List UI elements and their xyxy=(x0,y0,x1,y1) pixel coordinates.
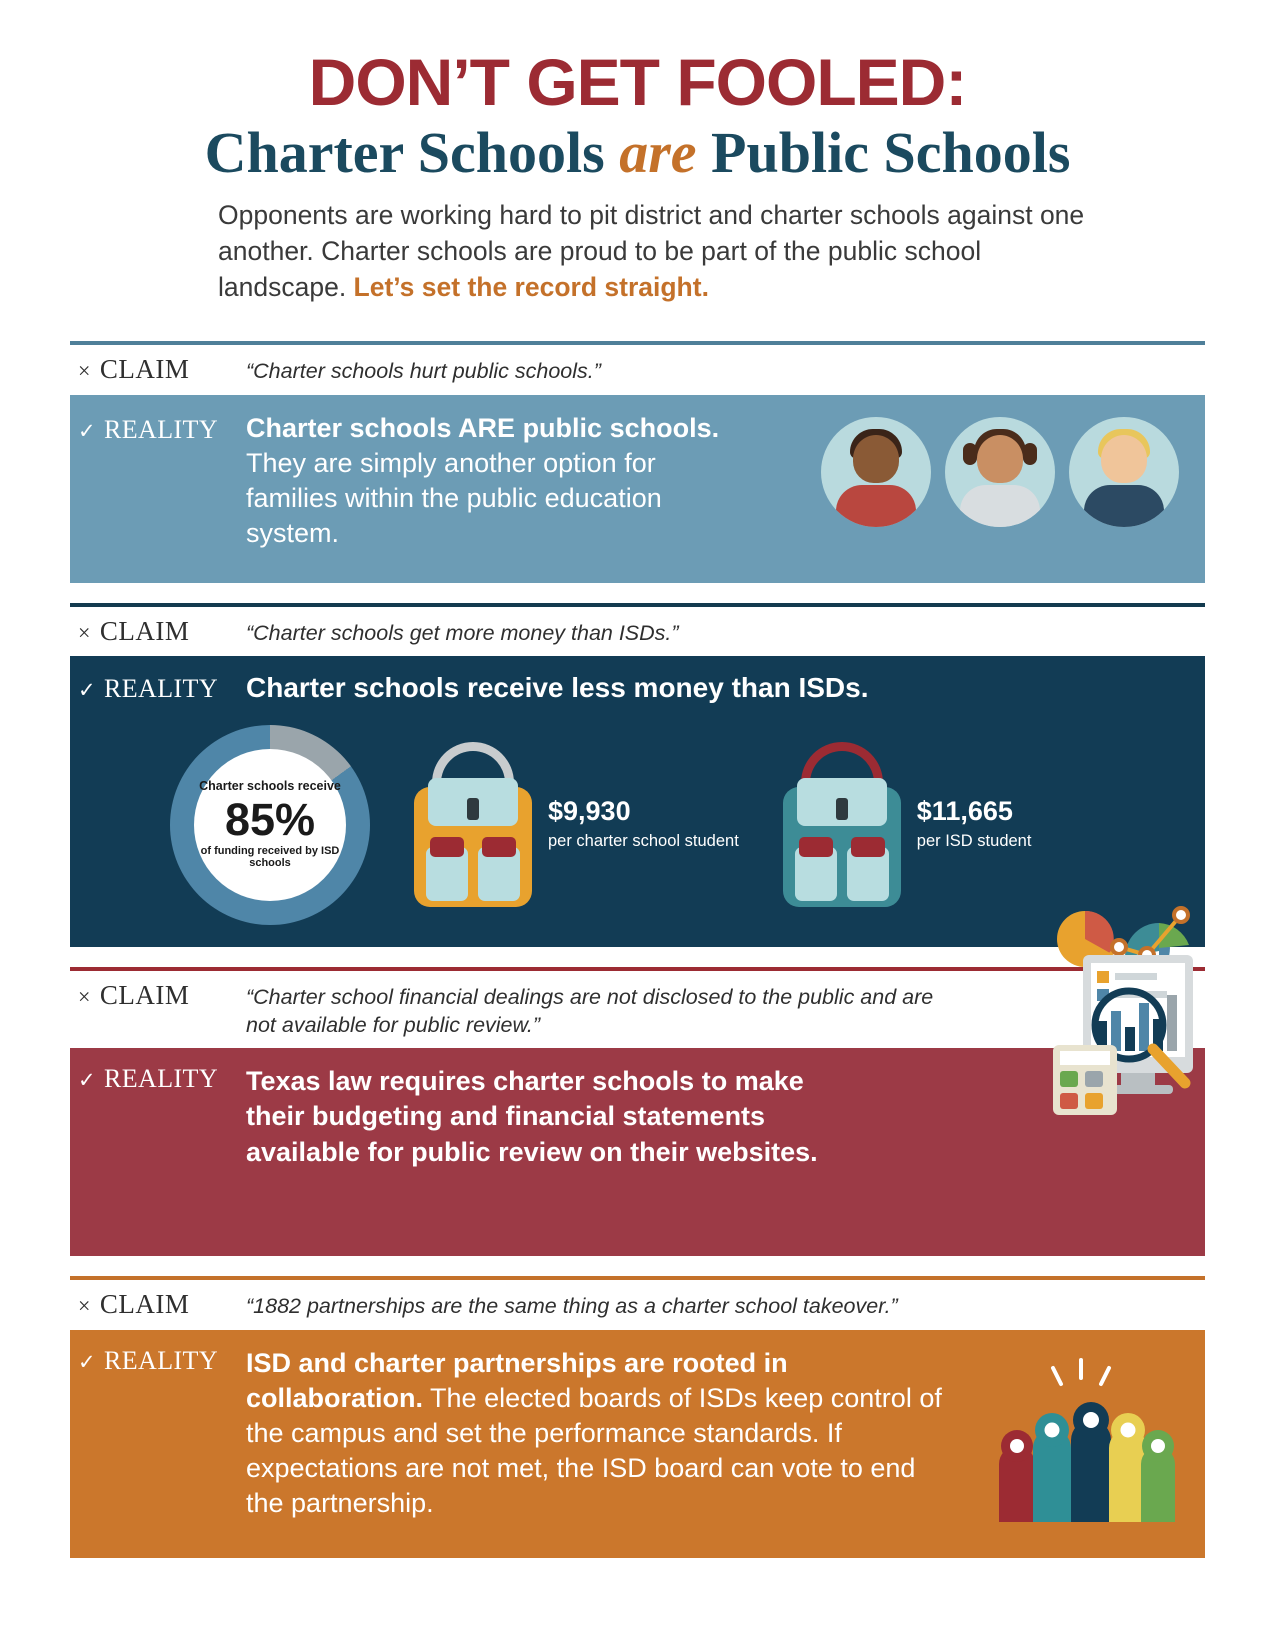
subtitle-part-1: Charter Schools xyxy=(204,120,620,186)
claim-text: “Charter school financial dealings are not disclosed to the public and are not available for public review.” xyxy=(246,984,934,1037)
backpack-icon xyxy=(783,742,901,907)
reality-label xyxy=(70,674,246,704)
reality-text-bold: Texas law requires charter schools to make their budgeting and financial statements available for public review on their websites. xyxy=(246,1066,818,1167)
body-shape xyxy=(1084,485,1164,527)
reality-text-bold: ISD and charter partnerships are rooted in collaboration. xyxy=(246,1347,788,1413)
backpack-pocket-shape xyxy=(795,847,837,901)
reality-text xyxy=(246,1346,946,1521)
donut-caption-top: Charter schools receive xyxy=(199,779,341,794)
body-shape xyxy=(960,485,1040,527)
reality-text-rest: They are simply another option for families within the public education system. xyxy=(246,447,662,549)
isd-funding-group xyxy=(783,742,1032,907)
students-illustration xyxy=(821,417,1179,527)
charter-amount-label: per charter school student xyxy=(548,832,739,851)
check-icon: ✓ xyxy=(78,1349,96,1374)
reality-label-text: REALITY xyxy=(104,414,218,444)
isd-amount-label: per ISD student xyxy=(916,832,1032,851)
backpack-pocket-shape xyxy=(478,847,520,901)
donut-percent-value: 85% xyxy=(224,793,316,845)
student-avatar-icon xyxy=(821,417,931,527)
claim-row xyxy=(70,345,1205,394)
body-shape xyxy=(836,485,916,527)
section-partnerships xyxy=(70,1276,1205,1557)
donut-center-label xyxy=(194,749,346,901)
header xyxy=(0,0,1275,305)
reality-text-rest: The elected boards of ISDs keep control of the campus and set the performance standards. If expectations are not met, the ISD board can vote to end the partnership. xyxy=(246,1382,942,1519)
claim-label xyxy=(78,616,246,647)
intro-text: Opponents are working hard to pit district and charter schools against one another. Charter schools are proud to be part of the public school landscape. xyxy=(218,200,1085,302)
claim-label xyxy=(78,1289,246,1320)
reality-label xyxy=(70,1346,246,1376)
financial-report-illustration xyxy=(897,895,1197,1145)
section-charter-are-public xyxy=(70,341,1205,582)
isd-amount: $11,665 xyxy=(916,796,1013,827)
reality-band xyxy=(70,1330,1205,1558)
reality-label xyxy=(70,411,246,445)
collaboration-people-illustration xyxy=(985,1354,1175,1524)
reality-heading-row xyxy=(70,670,868,706)
reality-band xyxy=(70,395,1205,583)
claim-label-text: CLAIM xyxy=(99,979,190,1010)
reality-text-bold: Charter schools ARE public schools. xyxy=(246,412,720,443)
page-title: DON’T GET FOOLED: xyxy=(308,45,967,119)
claim-text: “Charter schools hurt public schools.” xyxy=(246,359,601,384)
reality-text xyxy=(246,411,746,551)
head-shape xyxy=(1101,435,1147,483)
claim-row xyxy=(70,1280,1205,1329)
subtitle-emphasis: are xyxy=(619,120,697,186)
check-icon: ✓ xyxy=(78,418,96,443)
x-icon: × xyxy=(78,983,91,1009)
head-shape xyxy=(977,435,1023,483)
student-avatar-icon xyxy=(945,417,1055,527)
check-icon: ✓ xyxy=(78,678,96,703)
backpack-buckle-shape xyxy=(467,798,479,820)
reality-label-text: REALITY xyxy=(104,674,218,704)
claim-row xyxy=(70,607,1205,656)
reality-text xyxy=(246,1064,826,1169)
donut-caption-bottom: of funding received by ISD schools xyxy=(200,844,340,870)
head-shape xyxy=(853,435,899,483)
charter-funding-text xyxy=(548,797,739,851)
claim-label-text: CLAIM xyxy=(99,1289,190,1320)
subtitle-part-2: Public Schools xyxy=(696,120,1071,186)
claim-label xyxy=(78,980,246,1011)
intro-highlight: Let’s set the record straight. xyxy=(353,271,709,302)
reality-label-text: REALITY xyxy=(104,1064,218,1094)
claim-text: “Charter schools get more money than ISDs.” xyxy=(246,620,679,645)
backpack-buckle-shape xyxy=(836,798,848,820)
student-avatar-icon xyxy=(1069,417,1179,527)
isd-funding-text xyxy=(917,797,1032,851)
x-icon: × xyxy=(78,358,91,384)
funding-donut-chart xyxy=(170,725,370,925)
reality-label xyxy=(70,1064,246,1094)
claim-label-text: CLAIM xyxy=(99,354,190,385)
page-subtitle xyxy=(70,120,1205,186)
section-financial-transparency xyxy=(70,967,1205,1257)
x-icon: × xyxy=(78,619,91,645)
check-icon: ✓ xyxy=(78,1068,96,1093)
backpack-icon xyxy=(414,742,532,907)
backpack-pocket-shape xyxy=(426,847,468,901)
reality-text-bold: Charter schools receive less money than ISDs. xyxy=(246,672,869,704)
charter-funding-group xyxy=(414,742,739,907)
funding-chart-row xyxy=(70,707,1031,925)
backpack-pocket-shape xyxy=(847,847,889,901)
charter-amount: $9,930 xyxy=(548,796,631,827)
intro-paragraph xyxy=(170,198,1105,305)
claim-text: “1882 partnerships are the same thing as a charter school takeover.” xyxy=(246,1294,898,1319)
claim-label-text: CLAIM xyxy=(99,615,190,646)
reality-text xyxy=(246,670,868,706)
x-icon: × xyxy=(78,1293,91,1319)
claim-label xyxy=(78,354,246,385)
reality-label-text: REALITY xyxy=(104,1345,218,1375)
